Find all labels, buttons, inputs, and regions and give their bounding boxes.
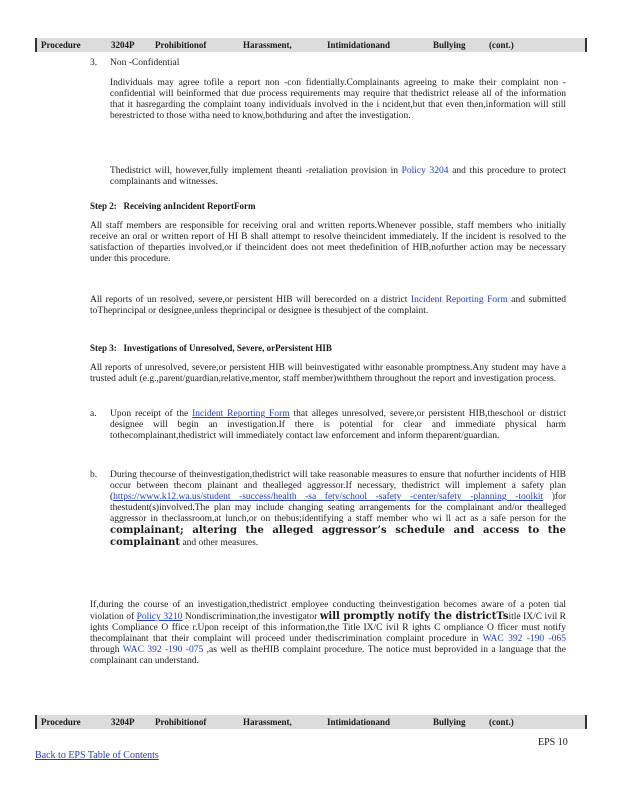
- header-title-4: Bullying: [433, 40, 466, 50]
- item-3-paragraph-1: Individuals may agree tofile a report non -con fidentially.Complainants agreeing to make their complaint non -confidential will beinformed that due process requirements may require that thedistrict release all of the information that it hasregarding the complaint toany individuals involved in the i ncident,but that even then,information will still berestricted to those witha need to know,bothduring and after the investigation.: [110, 78, 566, 121]
- incident-reporting-form-link[interactable]: Incident Reporting Form: [410, 295, 508, 305]
- item-b-label: b.: [90, 470, 98, 480]
- page-footer-header: [35, 715, 587, 729]
- item-3-paragraph-2-tail: and this procedure to protect complainants and witnesses.: [110, 166, 567, 187]
- step-3-closing-paragraph: [90, 600, 566, 667]
- footer-procedure: Procedure: [41, 717, 81, 727]
- footer-title-4: Bullying: [433, 717, 466, 727]
- policy-3204-link[interactable]: Policy 3204: [401, 166, 449, 176]
- safety-planning-toolkit-link[interactable]: https://www.k12.wa.us/student -success/health -sa fety/school -safety -center/safety -planning -toolkit: [113, 492, 544, 502]
- item-b-post: )for thestudent(s)involved.The plan may include changing seating arrangements for the complainant and/or thealleged aggressor in theclassroom,at lunch,or on thebus;identifying a staff member who wi ll act as a safe person for the: [110, 492, 566, 524]
- header-title-3: Intimidationand: [327, 40, 391, 50]
- wac-392-190-065-link[interactable]: WAC 392 -190 -065: [482, 634, 566, 644]
- wac-392-190-075-link[interactable]: WAC 392 -190 -075: [122, 645, 204, 655]
- item-a-pre: Upon receipt of the: [110, 409, 193, 419]
- item-3-number: 3.: [90, 58, 98, 68]
- closing-a: If,during the course of an investigation,thedistrict employee conducting theinvestigation becomes aware of a poten tial violation of: [90, 600, 566, 622]
- header-procedure: Procedure: [41, 40, 81, 50]
- step-3-label: Step 3:: [90, 343, 117, 353]
- item-a-incident-form-link[interactable]: Incident Reporting Form: [192, 409, 290, 419]
- step-3-title: Investigations of Unresolved, Severe, orPersistent HIB: [123, 343, 332, 353]
- closing-c: itle IX/C ivil R ights Compliance O ffice r.Upon receipt of this information,the Title IX/C ivil R ights C ompliance O fficer must notify thecomplainant that their complaint will proceed under thediscrimination complaint procedure in: [90, 612, 567, 644]
- step-3-heading: [90, 343, 332, 354]
- item-a-text: [110, 409, 566, 442]
- item-b-end: and other measures.: [180, 538, 259, 548]
- header-title-2: Harassment,: [243, 40, 292, 50]
- step-3-paragraph-1: All reports of unresolved, severe,or persistent HIB will beinvestigated withr easonable promptness.Any student may have a trusted adult (e.g.,parent/guardian,relative,mentor, staff member)withthem throughout the report and investigation process.: [90, 363, 566, 384]
- footer-title-1: Prohibitionof: [155, 717, 207, 727]
- item-b-text: [110, 470, 566, 549]
- item-a-label: a.: [90, 409, 97, 419]
- item-3-paragraph-2-text: Thedistrict will, however,fully implement theanti -retaliation provision in: [110, 166, 402, 176]
- page-number: EPS 10: [538, 737, 568, 748]
- footer-title-2: Harassment,: [243, 717, 292, 727]
- footer-number: 3204P: [111, 717, 135, 727]
- item-3-heading: Non -Confidential: [110, 58, 180, 68]
- step-2-paragraph-2-a: All reports of un resolved, severe,or persistent HIB will berecorded on a district: [90, 295, 411, 305]
- step-2-paragraph-2: [90, 295, 566, 317]
- footer-title-3: Intimidationand: [327, 717, 391, 727]
- step-2-title: Receiving anIncident ReportForm: [123, 201, 256, 211]
- item-b-emphasis: complainant; altering the alleged aggressor’s schedule and access to the complainant: [110, 525, 566, 548]
- item-b-pre: During thecourse of theinvestigation,thedistrict will take reasonable measures to ensure that nofurther incidents of HIB occur between thecom plainant and thealleged aggressor.If necessary, thedistrict will implement a safety plan (: [110, 470, 566, 502]
- step-2-paragraph-2-b: and submitted toTheprincipal or designee,unless theprincipal or designee is thesubject of the complaint.: [90, 295, 566, 316]
- closing-d: through: [90, 645, 123, 655]
- step-2-label: Step 2:: [90, 201, 117, 211]
- step-2-heading: [90, 201, 255, 212]
- closing-emphasis: will promptly notify the districtTs: [319, 611, 509, 622]
- header-number: 3204P: [111, 40, 135, 50]
- back-to-toc-link[interactable]: Back to EPS Table of Contents: [35, 750, 159, 761]
- footer-cont: (cont.): [489, 717, 514, 727]
- closing-b: Nondiscrimination,the investigator: [182, 612, 320, 622]
- header-cont: (cont.): [489, 40, 514, 50]
- policy-3210-link[interactable]: Policy 3210: [136, 612, 183, 622]
- closing-e: ,as well as theHIB complaint procedure. The notice must beprovided in a language that the complainant can understand.: [90, 645, 566, 666]
- step-2-paragraph-1: All staff members are responsible for receiving oral and written reports.Whenever possible, staff members who initially receive an oral or written report of HI B shall attempt to resolve theincident immediately. If the incident is resolved to the satisfaction of theparties involved,or if theincident does not meet thedefinition of HIB,nofurther action may be necessary under this procedure.: [90, 221, 566, 264]
- item-3-paragraph-2: [110, 166, 566, 188]
- page-header: [35, 38, 587, 52]
- item-a-post: that alleges unresolved, severe,or persistent HIB,theschool or district designee will begin an investigation.If there is potential for clear and immediate physical harm tothecomplainant,thedistrict will immediately contact law enforcement and inform theparent/guardian.: [110, 409, 566, 441]
- header-title-1: Prohibitionof: [155, 40, 207, 50]
